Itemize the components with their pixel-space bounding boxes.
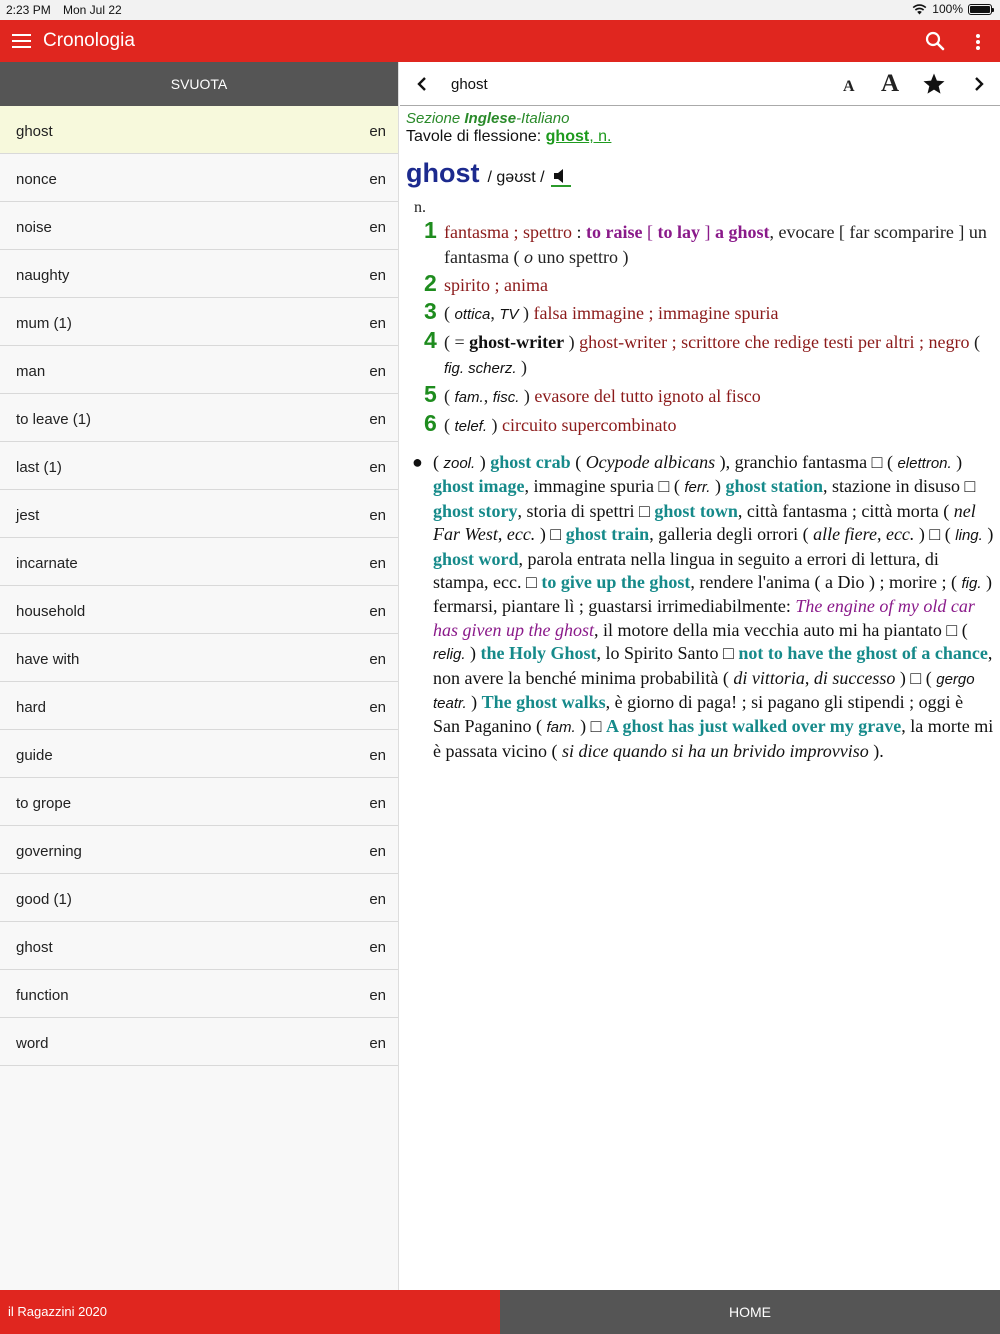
footer-brand bbox=[0, 1290, 500, 1334]
sense-number: 5 bbox=[424, 381, 437, 407]
history-item[interactable] bbox=[0, 250, 398, 298]
status-time: 2:23 PM bbox=[6, 3, 51, 17]
sense-number: 3 bbox=[424, 298, 437, 324]
history-item[interactable] bbox=[0, 634, 398, 682]
history-lang: en bbox=[369, 171, 386, 188]
dictionary-entry bbox=[406, 110, 994, 763]
history-lang: en bbox=[369, 123, 386, 140]
history-item[interactable] bbox=[0, 346, 398, 394]
history-item[interactable] bbox=[0, 298, 398, 346]
phrases-text: ( zool. ) ghost crab ( Ocypode albicans ), granchio fantasma □ ( elettron. ) ghost image, immagine spuria □ ( ferr. ) ghost station, stazione in disuso □ ghost story, storia di spettri □ ghost town, città fantasma ; città morta ( nel Far West, ecc. ) □ ghost train, galleria degli orrori ( alle fiere, ecc. ) □ ( ling. ) ghost word, parola entrata nella lingua in seguito a errori di lettura, di stampa, ecc. □ to give up the ghost, rendere l'anima ( a Dio ) ; morire ; ( fig. ) fermarsi, piantare lì ; guastarsi irrimediabilmente: The engine of my old car has given up the ghost, il motore della mia vecchia auto mi ha piantato □ ( relig. ) the Holy Ghost, lo Spirito Santo □ not to have the ghost of a chance, non avere la benché minima probabilità ( di vittoria, di successo ) □ ( gergo teatr. ) The ghost walks, è giorno di paga! ; si pagano gli stipendi ; oggi è San Paganino ( fam. ) □ A ghost has just walked over my grave, la morte mi è passata vicino ( si dice quando si ha un brivido improvviso ). bbox=[433, 452, 994, 761]
history-item[interactable] bbox=[0, 970, 398, 1018]
search-icon[interactable] bbox=[924, 30, 946, 52]
history-word: mum (1) bbox=[16, 315, 72, 332]
pronunciation: / ɡəʊst / bbox=[487, 169, 545, 186]
sense bbox=[424, 299, 994, 327]
history-word: last (1) bbox=[16, 459, 62, 476]
history-lang: en bbox=[369, 939, 386, 956]
history-word: function bbox=[16, 987, 69, 1004]
history-lang: en bbox=[369, 651, 386, 668]
sense-number: 4 bbox=[424, 327, 437, 353]
font-decrease-button[interactable]: A bbox=[843, 78, 855, 95]
history-item[interactable] bbox=[0, 922, 398, 970]
sense-text: ( = ghost-writer ) ghost-writer ; scrittore che redige testi per altri ; negro ( fig. scherz. ) bbox=[444, 332, 980, 377]
sense-text: ( fam., fisc. ) evasore del tutto ignoto al fisco bbox=[444, 386, 761, 406]
hamburger-menu-icon[interactable] bbox=[12, 33, 31, 49]
history-pane bbox=[0, 62, 399, 1290]
history-word: household bbox=[16, 603, 86, 620]
headword: ghost bbox=[406, 158, 480, 188]
sense-text: spirito ; anima bbox=[444, 275, 548, 295]
sense-text: fantasma ; spettro : to raise [ to lay ] a ghost, evocare [ far scomparire ] un fantasma ( o uno spettro ) bbox=[444, 222, 987, 267]
inflection-tables: Tavole di flessione: ghost, n. bbox=[406, 128, 612, 145]
history-item[interactable] bbox=[0, 874, 398, 922]
status-date: Mon Jul 22 bbox=[63, 3, 122, 17]
history-lang: en bbox=[369, 603, 386, 620]
history-lang: en bbox=[369, 1035, 386, 1052]
wifi-icon bbox=[912, 3, 927, 15]
history-lang: en bbox=[369, 987, 386, 1004]
history-lang: en bbox=[369, 843, 386, 860]
battery-percent: 100% bbox=[932, 2, 963, 16]
history-word: ghost bbox=[16, 123, 53, 140]
history-item[interactable] bbox=[0, 586, 398, 634]
history-word: to leave (1) bbox=[16, 411, 92, 428]
app-bar bbox=[0, 20, 1000, 62]
sense-number: 6 bbox=[424, 410, 437, 436]
section-label: Sezione Inglese-Italiano bbox=[406, 110, 570, 127]
history-word: ghost bbox=[16, 939, 53, 956]
battery-icon bbox=[968, 4, 992, 15]
history-word: nonce bbox=[16, 171, 57, 188]
history-lang: en bbox=[369, 507, 386, 524]
star-icon[interactable] bbox=[922, 72, 946, 96]
history-lang: en bbox=[369, 219, 386, 236]
history-word: have with bbox=[16, 651, 80, 668]
history-item[interactable] bbox=[0, 682, 398, 730]
history-word: hard bbox=[16, 699, 47, 716]
status-right bbox=[912, 2, 992, 16]
app-title: Cronologia bbox=[43, 30, 135, 51]
history-word: naughty bbox=[16, 267, 70, 284]
history-lang: en bbox=[369, 459, 386, 476]
chevron-left-icon[interactable] bbox=[414, 74, 430, 94]
sense-number: 2 bbox=[424, 270, 437, 296]
history-word: governing bbox=[16, 843, 82, 860]
history-word: word bbox=[16, 1035, 49, 1052]
history-word: noise bbox=[16, 219, 52, 236]
history-lang: en bbox=[369, 315, 386, 332]
phrases-block bbox=[412, 451, 994, 763]
history-item[interactable] bbox=[0, 394, 398, 442]
entry-search-word: ghost bbox=[451, 76, 488, 93]
history-item[interactable] bbox=[0, 106, 398, 154]
clear-history-button[interactable]: SVUOTA bbox=[0, 62, 398, 106]
brand-label: il Ragazzini 2020 bbox=[8, 1304, 108, 1319]
sense bbox=[424, 411, 994, 439]
history-lang: en bbox=[369, 267, 386, 284]
history-item[interactable] bbox=[0, 538, 398, 586]
history-word: man bbox=[16, 363, 46, 380]
part-of-speech: n. bbox=[414, 199, 426, 216]
history-lang: en bbox=[369, 747, 386, 764]
sense bbox=[424, 382, 994, 410]
history-lang: en bbox=[369, 363, 386, 380]
history-word: to grope bbox=[16, 795, 72, 812]
sense-number: 1 bbox=[424, 217, 437, 243]
sense bbox=[424, 271, 994, 298]
speaker-icon[interactable] bbox=[551, 167, 571, 187]
font-increase-button[interactable]: A bbox=[881, 70, 900, 97]
history-word: good (1) bbox=[16, 891, 72, 908]
history-lang: en bbox=[369, 891, 386, 908]
history-lang: en bbox=[369, 795, 386, 812]
bullet: ● bbox=[412, 452, 423, 472]
history-item[interactable] bbox=[0, 202, 398, 250]
history-item[interactable] bbox=[0, 490, 398, 538]
history-item[interactable] bbox=[0, 826, 398, 874]
history-word: guide bbox=[16, 747, 53, 764]
history-lang: en bbox=[369, 555, 386, 572]
history-lang: en bbox=[369, 411, 386, 428]
sense-text: ( telef. ) circuito supercombinato bbox=[444, 415, 677, 435]
history-list bbox=[0, 106, 398, 1066]
history-item[interactable] bbox=[0, 442, 398, 490]
headword-row bbox=[406, 158, 994, 189]
sense bbox=[424, 328, 994, 381]
senses bbox=[424, 218, 994, 439]
chevron-right-icon[interactable] bbox=[971, 74, 987, 94]
history-word: jest bbox=[16, 507, 40, 524]
history-word: incarnate bbox=[16, 555, 78, 572]
entry-pane bbox=[400, 62, 1000, 1290]
home-button[interactable]: HOME bbox=[500, 1290, 1000, 1334]
more-options-icon[interactable] bbox=[969, 31, 987, 53]
status-bar bbox=[0, 0, 1000, 20]
sense-text: ( ottica, TV ) falsa immagine ; immagine spuria bbox=[444, 303, 779, 323]
history-item[interactable] bbox=[0, 1018, 398, 1066]
inflection-link[interactable]: ghost, n. bbox=[545, 128, 612, 145]
sense bbox=[424, 218, 994, 270]
entry-toolbar bbox=[400, 62, 1000, 106]
history-item[interactable] bbox=[0, 154, 398, 202]
history-item[interactable] bbox=[0, 730, 398, 778]
history-item[interactable] bbox=[0, 778, 398, 826]
history-lang: en bbox=[369, 699, 386, 716]
